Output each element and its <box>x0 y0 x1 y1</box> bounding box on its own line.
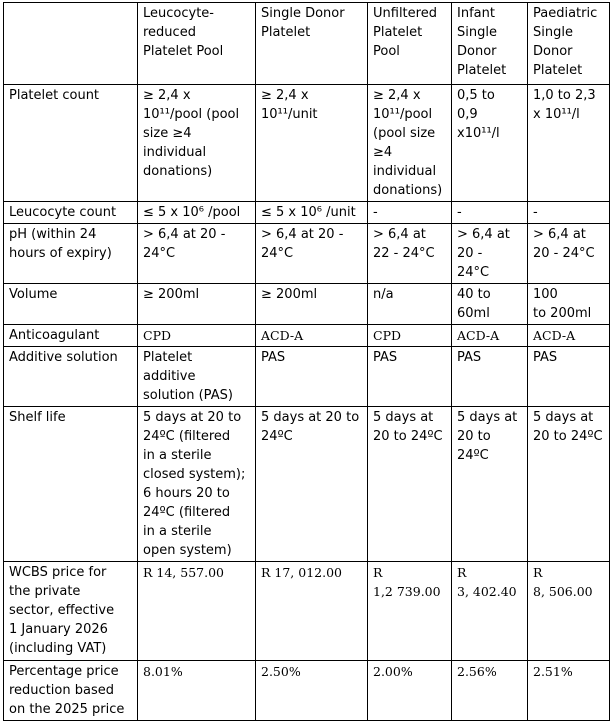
table-cell: 8.01% <box>138 661 256 721</box>
table-cell: CPD <box>368 325 452 347</box>
row-label: Leucocyte count <box>4 202 138 224</box>
table-cell: PAS <box>368 347 452 407</box>
table-cell: Platelet additive solution (PAS) <box>138 347 256 407</box>
table-row <box>4 85 610 202</box>
row-label: WCBS price for the private sector, effective 1 January 2026 (including VAT) <box>4 562 138 661</box>
table-cell: PAS <box>528 347 610 407</box>
table-row <box>4 661 610 721</box>
table-cell: - <box>452 202 528 224</box>
table-cell: n/a <box>368 284 452 325</box>
header-cell-infant-single-donor: Infant Single Donor Platelet <box>452 3 528 85</box>
platelet-spec-table <box>3 2 610 721</box>
row-label: Platelet count <box>4 85 138 202</box>
header-cell-empty <box>4 3 138 85</box>
table-header-row <box>4 3 610 85</box>
table-row <box>4 202 610 224</box>
table-row <box>4 562 610 661</box>
table-row <box>4 325 610 347</box>
table-cell: - <box>528 202 610 224</box>
header-cell-paediatric-single-donor: Paediatric Single Donor Platelet <box>528 3 610 85</box>
table-cell: 40 to 60ml <box>452 284 528 325</box>
row-label: Additive solution <box>4 347 138 407</box>
table-cell: 2.50% <box>256 661 368 721</box>
table-cell: 5 days at 20 to 24ºC <box>256 407 368 562</box>
table-cell: ≥ 2,4 x 10¹¹/pool (pool size ≥4 individual donations) <box>138 85 256 202</box>
table-cell: R 3, 402.40 <box>452 562 528 661</box>
table-cell: ACD-A <box>528 325 610 347</box>
table-cell: > 6,4 at 22 - 24°C <box>368 224 452 284</box>
row-label: pH (within 24 hours of expiry) <box>4 224 138 284</box>
table-cell: 2.56% <box>452 661 528 721</box>
table-cell: 100 to 200ml <box>528 284 610 325</box>
header-cell-single-donor: Single Donor Platelet <box>256 3 368 85</box>
table-cell: > 6,4 at 20 - 24°C <box>256 224 368 284</box>
table-row <box>4 284 610 325</box>
table-cell: PAS <box>256 347 368 407</box>
table-cell: > 6,4 at 20 - 24°C <box>452 224 528 284</box>
table-cell: 5 days at 20 to 24ºC <box>452 407 528 562</box>
table-cell: ≥ 200ml <box>138 284 256 325</box>
table-cell: 5 days at 20 to 24ºC <box>368 407 452 562</box>
table-cell: PAS <box>452 347 528 407</box>
table-cell: R 8, 506.00 <box>528 562 610 661</box>
table-cell: 0,5 to 0,9 x10¹¹/l <box>452 85 528 202</box>
table-cell: ≥ 2,4 x 10¹¹/pool (pool size ≥4 individual donations) <box>368 85 452 202</box>
table-cell: ACD-A <box>256 325 368 347</box>
row-label: Shelf life <box>4 407 138 562</box>
header-cell-leucocyte-reduced-pool: Leucocyte- reduced Platelet Pool <box>138 3 256 85</box>
table-cell: 5 days at 20 to 24ºC (filtered in a sterile closed system); 6 hours 20 to 24ºC (filtered in a sterile open system) <box>138 407 256 562</box>
table-cell: 5 days at 20 to 24ºC <box>528 407 610 562</box>
row-label: Percentage price reduction based on the 2025 price <box>4 661 138 721</box>
table-cell: ACD-A <box>452 325 528 347</box>
table-cell: 1,0 to 2,3 x 10¹¹/l <box>528 85 610 202</box>
table-cell: ≥ 200ml <box>256 284 368 325</box>
table-cell: > 6,4 at 20 - 24°C <box>138 224 256 284</box>
row-label: Anticoagulant <box>4 325 138 347</box>
table-cell: > 6,4 at 20 - 24°C <box>528 224 610 284</box>
table-row <box>4 407 610 562</box>
table-cell: 2.00% <box>368 661 452 721</box>
header-cell-unfiltered-pool: Unfiltered Platelet Pool <box>368 3 452 85</box>
table-cell: ≥ 2,4 x 10¹¹/unit <box>256 85 368 202</box>
table-cell: ≤ 5 x 10⁶ /unit <box>256 202 368 224</box>
table-cell: R 1,2 739.00 <box>368 562 452 661</box>
table-cell: R 17, 012.00 <box>256 562 368 661</box>
table-cell: CPD <box>138 325 256 347</box>
table-row <box>4 224 610 284</box>
table-row <box>4 347 610 407</box>
table-cell: R 14, 557.00 <box>138 562 256 661</box>
row-label: Volume <box>4 284 138 325</box>
table-cell: 2.51% <box>528 661 610 721</box>
table-cell: ≤ 5 x 10⁶ /pool <box>138 202 256 224</box>
table-cell: - <box>368 202 452 224</box>
